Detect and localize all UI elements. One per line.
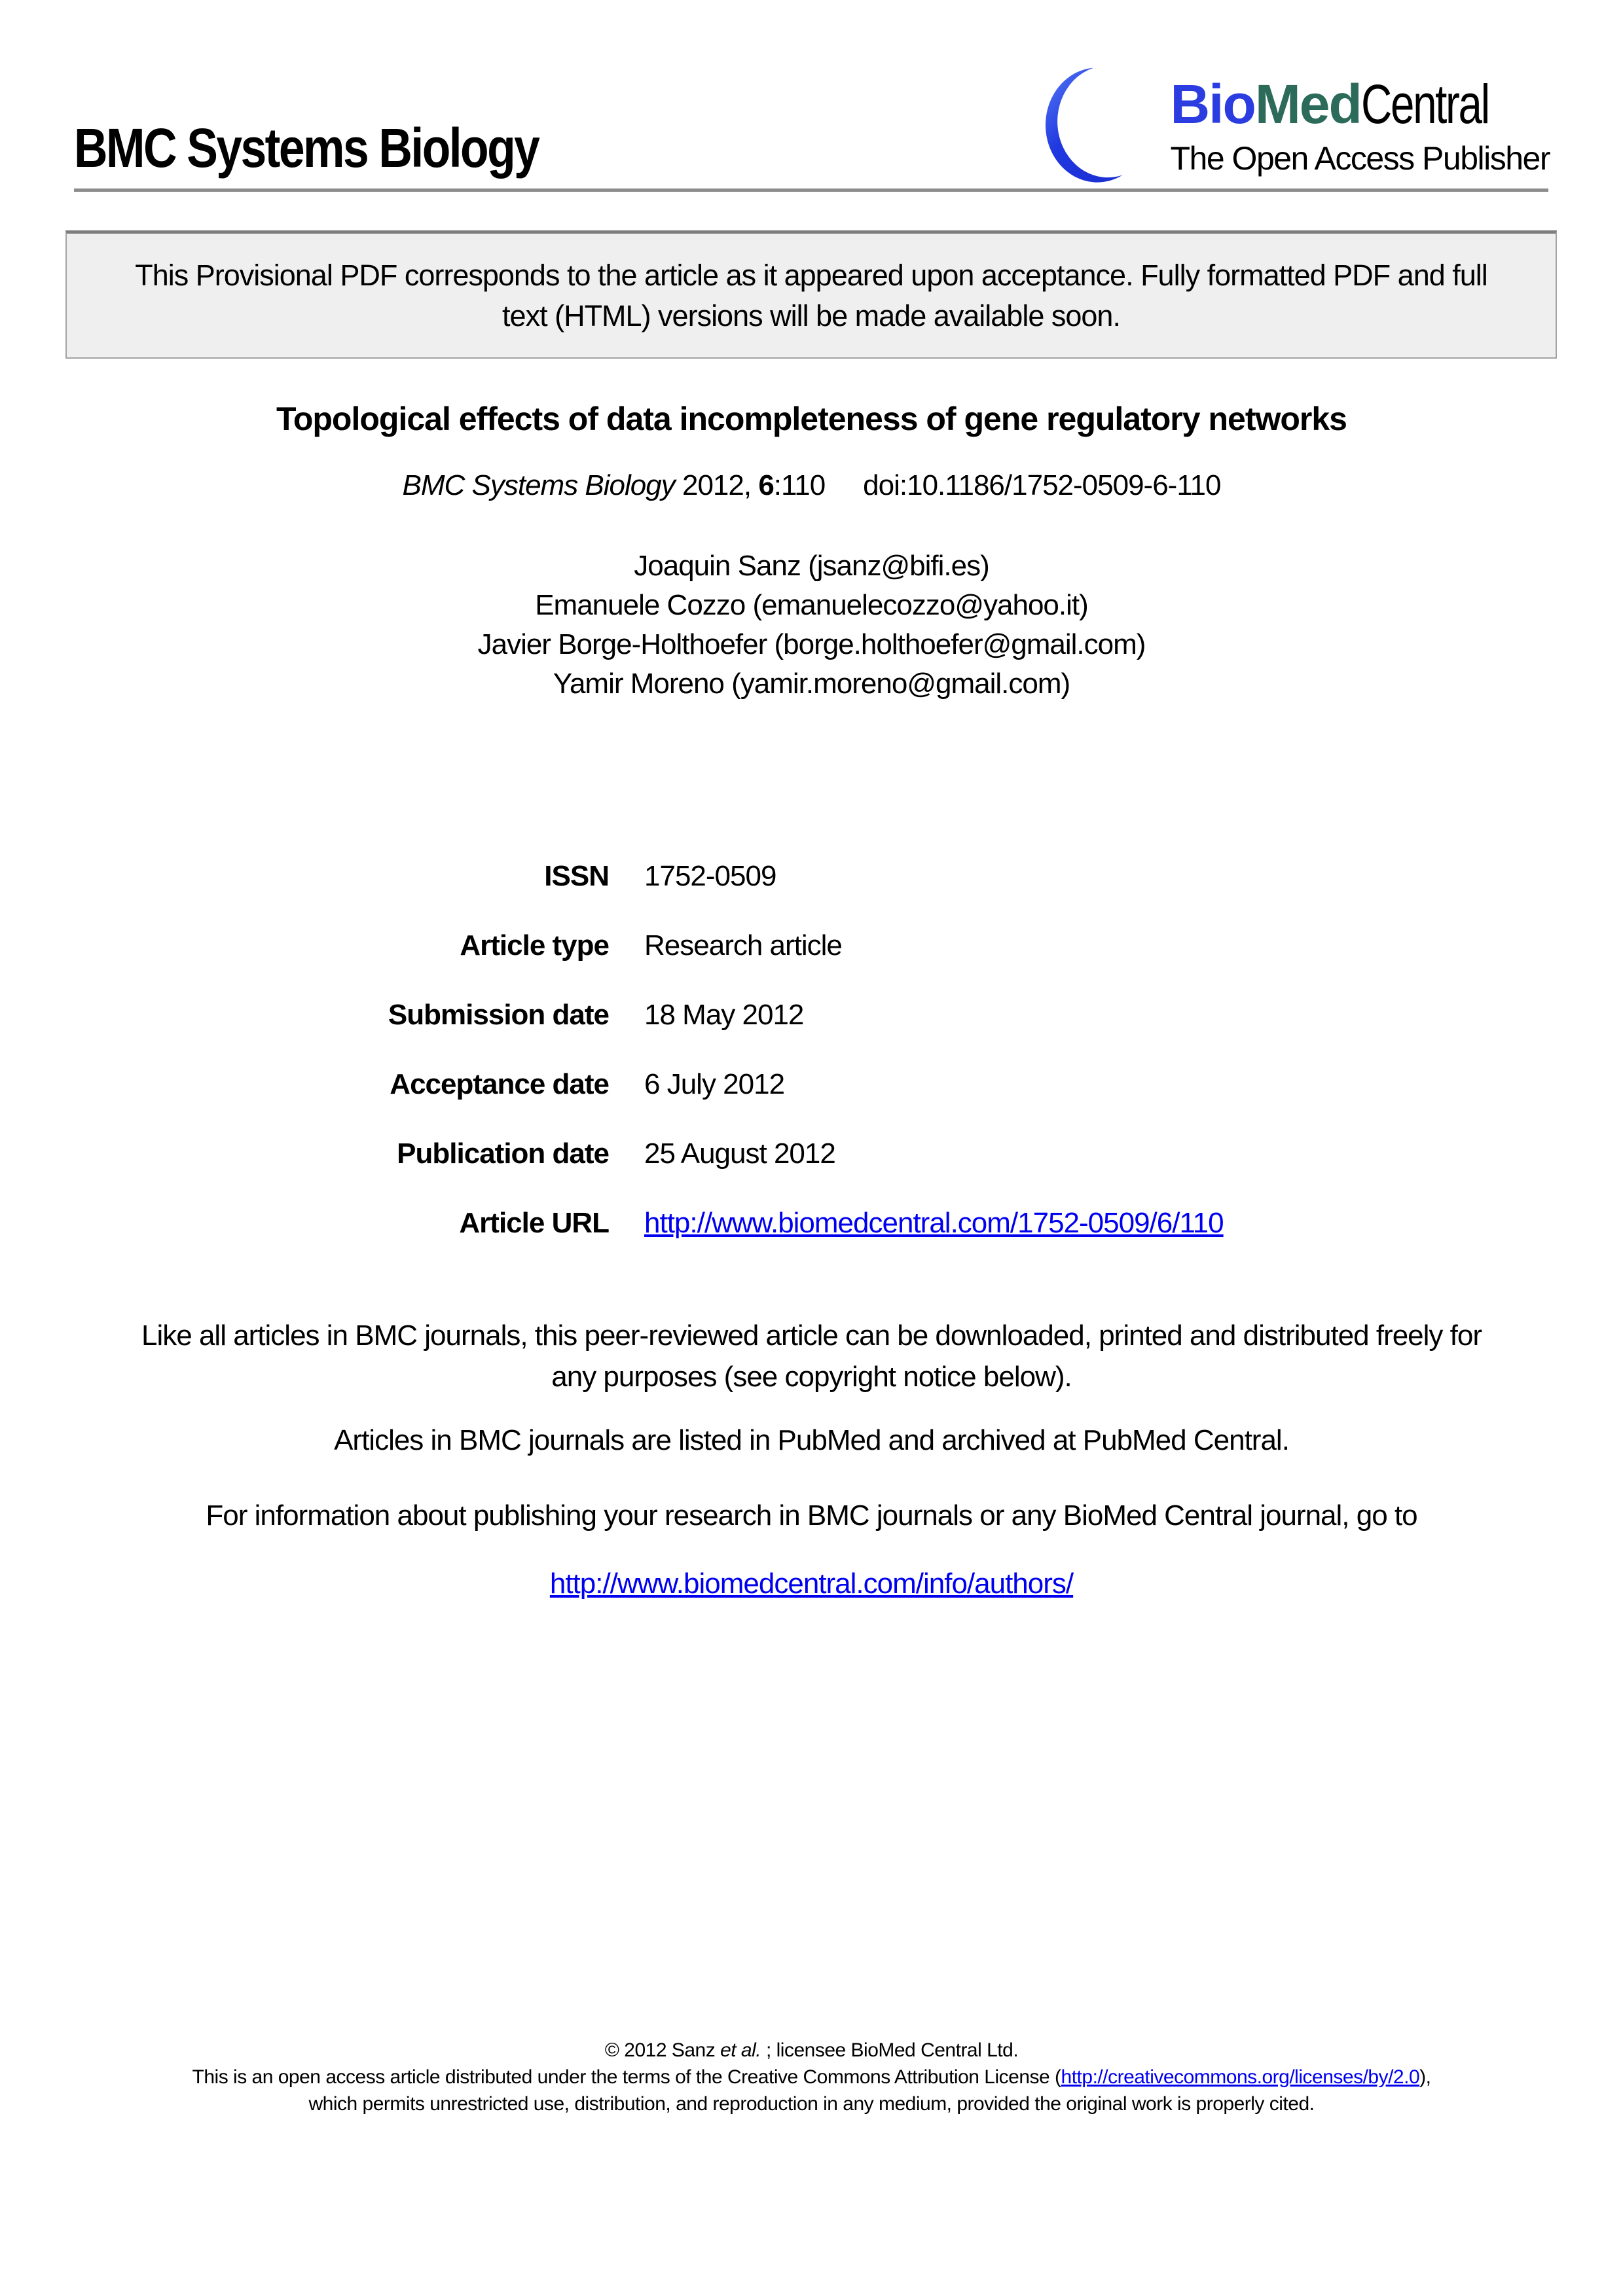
citation-volume: 6 (758, 469, 774, 501)
metadata-value: 18 May 2012 (644, 999, 804, 1031)
copyright-prefix: © 2012 Sanz (604, 2039, 721, 2061)
logo-wordmark-bio: Bio (1170, 73, 1255, 135)
provisional-notice-text: This Provisional PDF corresponds to the article as it appeared upon acceptance. Fully formatted PDF and full text (HTML) versions will be made available soon. (135, 258, 1487, 332)
metadata-value: Research article (644, 929, 842, 961)
copyright-block (26, 2037, 1597, 2117)
metadata-row (0, 1208, 1623, 1239)
provisional-notice-box (65, 230, 1557, 359)
notes-block (0, 1315, 1623, 1600)
creative-commons-link[interactable]: http://creativecommons.org/licenses/by/2.0 (1061, 2066, 1420, 2088)
metadata-value: 25 August 2012 (644, 1138, 835, 1170)
citation-journal: BMC Systems Biology (402, 469, 675, 501)
author-line: Javier Borge-Holthoefer (borge.holthoefer@gmail.com) (477, 628, 1146, 660)
copyright-et-al: et al. (720, 2039, 761, 2061)
citation-issue: :110 (773, 469, 826, 501)
copyright-suffix: ; licensee BioMed Central Ltd. (761, 2039, 1019, 2061)
authors-info-link-line (0, 1568, 1623, 1600)
author-line: Joaquin Sanz (jsanz@bifi.es) (634, 550, 989, 582)
copyright-line-2 (26, 2064, 1597, 2090)
citation-year: 2012, (674, 469, 759, 501)
copyright-line-1 (26, 2037, 1597, 2064)
metadata-label: Submission date (388, 999, 609, 1031)
copyright-license-text: This is an open access article distributed under the terms of the Creative Commons Attribution License ( (192, 2066, 1061, 2088)
header-divider (74, 188, 1548, 192)
article-citation (0, 469, 1623, 502)
metadata-value (644, 1208, 1224, 1239)
metadata-row (0, 861, 1623, 892)
note-paragraph-1: Like all articles in BMC journals, this peer-reviewed article can be downloaded, printed and distributed freely for any purposes (see copyright notice below). (141, 1319, 1482, 1393)
metadata-label: Article URL (459, 1207, 609, 1239)
metadata-value: 6 July 2012 (644, 1068, 785, 1100)
author-list (0, 547, 1623, 704)
biomed-logo-icon (1041, 60, 1154, 190)
authors-info-link[interactable]: http://www.biomedcentral.com/info/authors/ (549, 1568, 1074, 1600)
article-url-link[interactable]: http://www.biomedcentral.com/1752-0509/6/110 (644, 1207, 1224, 1239)
copyright-line-3: which permits unrestricted use, distribution, and reproduction in any medium, provided the original work is properly cited. (308, 2093, 1315, 2115)
author-line: Emanuele Cozzo (emanuelecozzo@yahoo.it) (535, 589, 1088, 621)
metadata-label: Article type (460, 929, 609, 961)
metadata-value: 1752-0509 (644, 860, 776, 892)
biomed-central-logo (1041, 60, 1550, 190)
logo-tagline: The Open Access Publisher (1170, 140, 1550, 177)
metadata-label: Acceptance date (390, 1068, 609, 1100)
citation-doi: doi:10.1186/1752-0509-6-110 (863, 469, 1221, 501)
article-title: Topological effects of data incompleteness of gene regulatory networks (276, 401, 1347, 437)
logo-wordmark-med: Med (1254, 73, 1361, 135)
logo-wordmark-line (1171, 73, 1550, 135)
metadata-table (0, 861, 1623, 1239)
author-line: Yamir Moreno (yamir.moreno@gmail.com) (553, 668, 1070, 700)
metadata-label: Publication date (397, 1138, 609, 1170)
journal-title: BMC Systems Biology (74, 117, 539, 179)
article-block (0, 358, 1623, 1600)
logo-wordmark-central: Central (1360, 73, 1489, 135)
note-paragraph-2: Articles in BMC journals are listed in PubMed and archived at PubMed Central. (334, 1424, 1289, 1456)
metadata-row (0, 1138, 1623, 1170)
note-paragraph-3: For information about publishing your research in BMC journals or any BioMed Central journal, go to (206, 1499, 1417, 1532)
metadata-label: ISSN (544, 860, 609, 892)
metadata-row (0, 930, 1623, 961)
copyright-license-close: ), (1419, 2066, 1431, 2088)
metadata-row (0, 1069, 1623, 1100)
logo-wordmark (1171, 73, 1550, 177)
metadata-row (0, 999, 1623, 1031)
